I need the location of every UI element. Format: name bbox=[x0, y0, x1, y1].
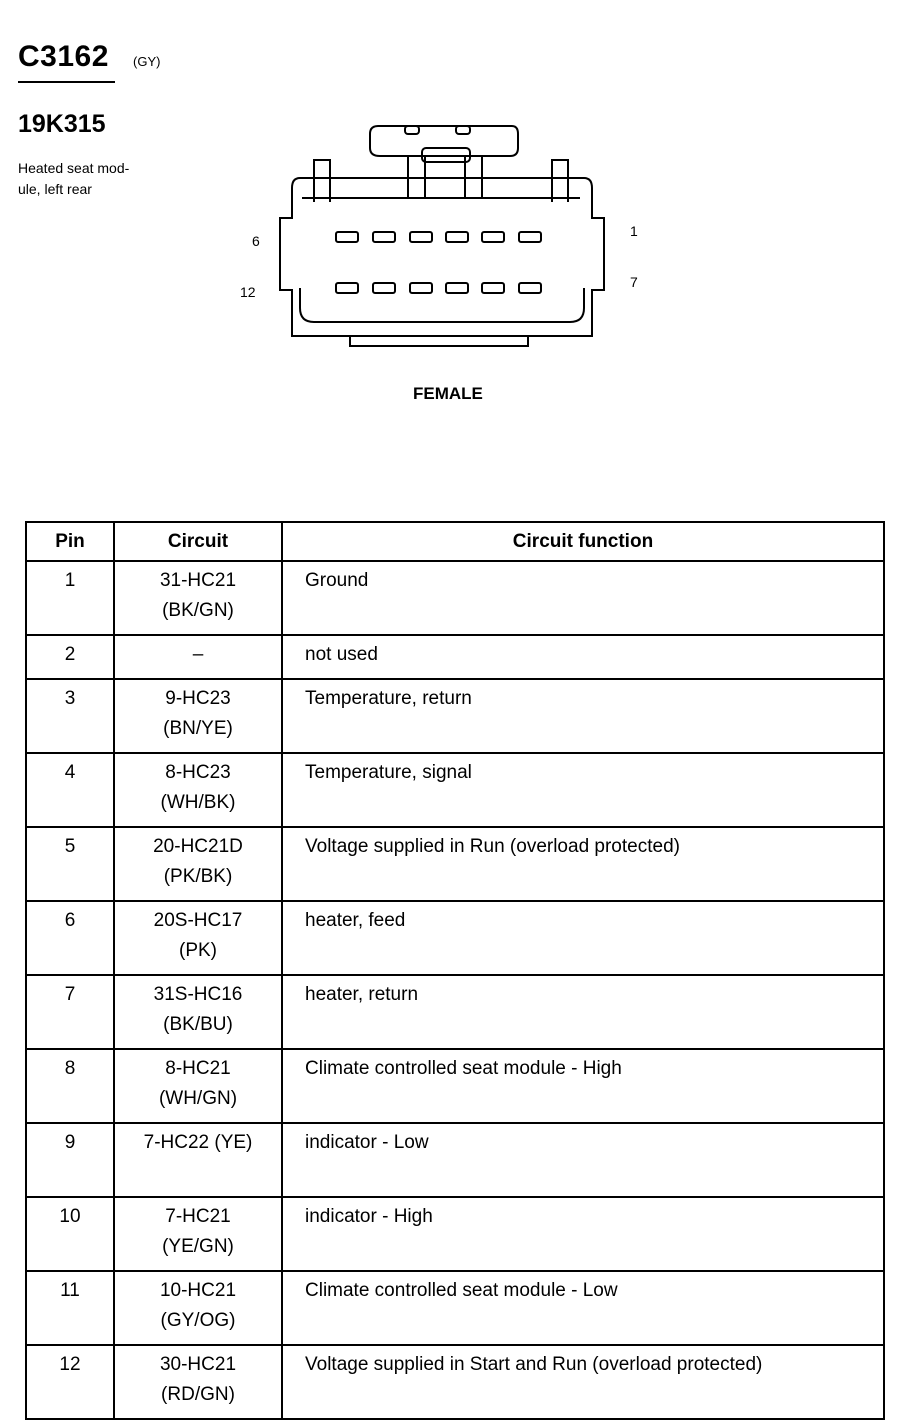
circuit-function: indicator - High bbox=[282, 1197, 884, 1271]
wire-color: (BK/GN) bbox=[162, 600, 234, 621]
table-row bbox=[26, 635, 884, 679]
circuit-code: 8-HC21 bbox=[165, 1058, 231, 1079]
circuit-function: Voltage supplied in Run (overload protected) bbox=[282, 827, 884, 901]
wire-color: (YE/GN) bbox=[162, 1236, 234, 1257]
circuit-function: Temperature, return bbox=[282, 679, 884, 753]
table-row bbox=[26, 561, 884, 635]
circuit-code: 31S-HC16 bbox=[153, 984, 243, 1005]
wire-color: (BN/YE) bbox=[163, 718, 233, 739]
pin-number: 12 bbox=[26, 1345, 114, 1419]
connector-header bbox=[18, 40, 109, 74]
connector-color-code: (GY) bbox=[133, 54, 161, 69]
circuit-code: 7-HC21 bbox=[165, 1206, 231, 1227]
pin-label-7: 7 bbox=[630, 274, 638, 290]
pin-number: 5 bbox=[26, 827, 114, 901]
circuit-function: Ground bbox=[282, 561, 884, 635]
table-row bbox=[26, 1123, 884, 1197]
header-pin: Pin bbox=[26, 522, 114, 561]
table-header-row bbox=[26, 522, 884, 561]
pin-number: 11 bbox=[26, 1271, 114, 1345]
circuit-cell bbox=[114, 1123, 282, 1197]
circuit-cell bbox=[114, 1049, 282, 1123]
circuit-cell bbox=[114, 1197, 282, 1271]
header-function: Circuit function bbox=[282, 522, 884, 561]
circuit-cell bbox=[114, 901, 282, 975]
connector-face-diagram bbox=[230, 118, 660, 358]
circuit-code: 30-HC21 bbox=[159, 1354, 237, 1375]
pin-number: 6 bbox=[26, 901, 114, 975]
wire-color: (RD/GN) bbox=[161, 1384, 235, 1405]
table-row bbox=[26, 1345, 884, 1419]
pin-number: 7 bbox=[26, 975, 114, 1049]
circuit-cell bbox=[114, 753, 282, 827]
table-body bbox=[26, 561, 884, 1419]
wire-color: (BK/BU) bbox=[163, 1014, 233, 1035]
circuit-function: heater, feed bbox=[282, 901, 884, 975]
circuit-function: not used bbox=[282, 635, 884, 679]
pin-number: 1 bbox=[26, 561, 114, 635]
pin-number: 3 bbox=[26, 679, 114, 753]
circuit-code: 10-HC21 bbox=[159, 1280, 237, 1301]
circuit-cell bbox=[114, 1345, 282, 1419]
table-row bbox=[26, 1271, 884, 1345]
wire-color: (GY/OG) bbox=[160, 1310, 236, 1331]
wire-color: (WH/GN) bbox=[158, 1088, 238, 1109]
wire-color: (WH/BK) bbox=[160, 792, 236, 813]
pinout-table bbox=[25, 521, 885, 1420]
description-line: ule, left rear bbox=[18, 181, 92, 197]
pin-label-12: 12 bbox=[240, 284, 256, 300]
connector-description bbox=[18, 158, 168, 200]
circuit-cell bbox=[114, 635, 282, 679]
circuit-code: 7-HC22 (YE) bbox=[143, 1132, 253, 1153]
circuit-cell bbox=[114, 561, 282, 635]
connector-gender: FEMALE bbox=[413, 384, 483, 403]
pin-label-1: 1 bbox=[630, 223, 638, 239]
pin-number: 10 bbox=[26, 1197, 114, 1271]
connector-id: C3162 bbox=[18, 40, 109, 73]
circuit-function: Climate controlled seat module - Low bbox=[282, 1271, 884, 1345]
pin-number: 4 bbox=[26, 753, 114, 827]
circuit-function: Temperature, signal bbox=[282, 753, 884, 827]
table-row bbox=[26, 975, 884, 1049]
part-number: 19K315 bbox=[18, 110, 106, 138]
wire-color: (PK/BK) bbox=[163, 866, 233, 887]
circuit-function: indicator - Low bbox=[282, 1123, 884, 1197]
circuit-code: 20-HC21D bbox=[153, 836, 243, 857]
circuit-function: Climate controlled seat module - High bbox=[282, 1049, 884, 1123]
pin-label-6: 6 bbox=[252, 233, 260, 249]
table-row bbox=[26, 1197, 884, 1271]
pin-number: 8 bbox=[26, 1049, 114, 1123]
description-line: Heated seat mod- bbox=[18, 160, 130, 176]
table-row bbox=[26, 827, 884, 901]
table-row bbox=[26, 901, 884, 975]
table-row bbox=[26, 679, 884, 753]
table-row bbox=[26, 753, 884, 827]
pin-number: 2 bbox=[26, 635, 114, 679]
circuit-function: heater, return bbox=[282, 975, 884, 1049]
header-circuit: Circuit bbox=[114, 522, 282, 561]
pin-number: 9 bbox=[26, 1123, 114, 1197]
connector-id-underline bbox=[18, 81, 115, 83]
circuit-code: – bbox=[192, 644, 204, 665]
circuit-code: 31-HC21 bbox=[159, 570, 237, 591]
circuit-code: 9-HC23 bbox=[165, 688, 231, 709]
circuit-cell bbox=[114, 827, 282, 901]
circuit-code: 20S-HC17 bbox=[153, 910, 243, 931]
table-row bbox=[26, 1049, 884, 1123]
circuit-cell bbox=[114, 679, 282, 753]
wire-color: (PK) bbox=[179, 940, 217, 961]
circuit-cell bbox=[114, 975, 282, 1049]
circuit-function: Voltage supplied in Start and Run (overload protected) bbox=[282, 1345, 884, 1419]
circuit-code: 8-HC23 bbox=[165, 762, 231, 783]
circuit-cell bbox=[114, 1271, 282, 1345]
